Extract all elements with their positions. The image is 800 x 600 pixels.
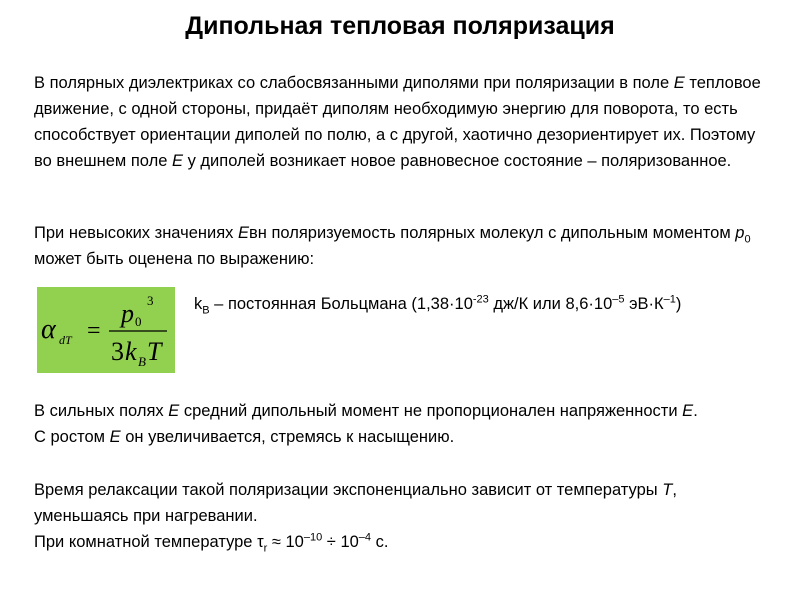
slide-title: Дипольная тепловая поляризация — [185, 12, 615, 40]
formula-alpha: α — [41, 314, 56, 345]
boltzmann-constant-note: $k_B$ – постоянная Больцмана ($1,38\cdot 10^{-23}$ дж/К или $8,6\cdot 10^{-5}$ $эВ\cdot К^{-1}$) — [194, 293, 682, 317]
polarizability-formula — [37, 287, 175, 373]
formula-numerator: p — [121, 299, 134, 328]
formula-denominator-k: k — [125, 337, 137, 366]
formula-numerator-sup: 3 — [147, 293, 154, 308]
formula-numerator-sub: 0 — [135, 314, 142, 329]
paragraph-strong-field: В сильных полях E средний дипольный момент не пропорционален напряженности E. С ростом E он увеличивается, стремясь к насыщению. — [34, 402, 698, 446]
formula-denominator-T: T — [147, 337, 162, 366]
paragraph-intro: В полярных диэлектриках со слабосвязанными диполями при поляризации в поле E тепловое движение, с одной стороны, придаёт диполям необходимую энергию для поворота, то есть способствует ориентации диполей по полю, а с другой, хаотично дезориентирует их. Поэтому во внешнем поле E у диполей возникает новое равновесное состояние – поляризованное. — [34, 74, 761, 170]
formula-equals: = — [87, 318, 101, 344]
paragraph-relaxation: Время релаксации такой поляризации экспоненциально зависит от температуры T, уменьшаясь при нагревании. При комнатной температуре $\tau_r \approx 10^{-10} \div 10^{-4}$ с. — [34, 481, 677, 555]
formula-alpha-sub: dT — [59, 333, 72, 347]
paragraph-low-field: При невысоких значениях Eвн поляризуемость полярных молекул с дипольным моментом $p_0$ может быть оценена по выражению: — [34, 224, 751, 268]
formula-denominator-coef: 3 — [111, 337, 124, 366]
formula-denominator-k-sub: B — [138, 354, 146, 369]
